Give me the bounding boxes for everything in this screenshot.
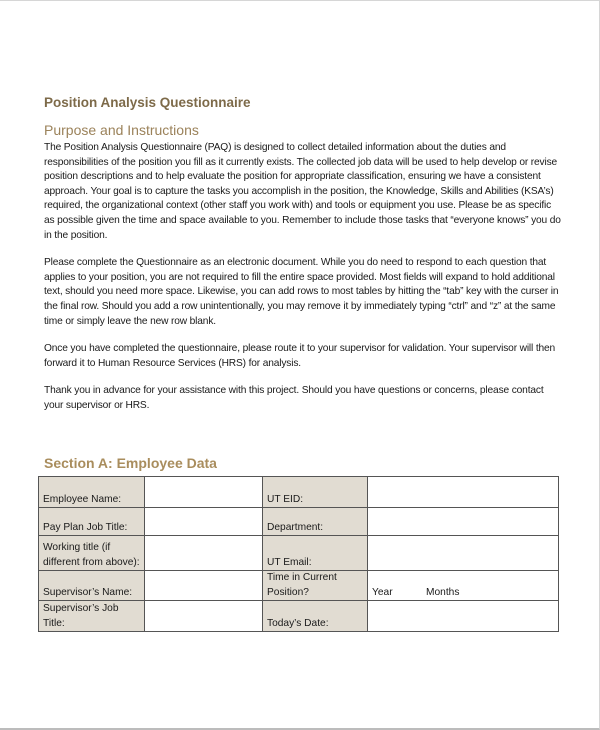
todays-date-label: Today’s Date: — [263, 601, 368, 632]
purpose-heading: Purpose and Instructions — [44, 122, 199, 138]
supervisor-name-field[interactable] — [145, 571, 263, 601]
table-row — [39, 536, 559, 571]
table-row — [39, 571, 559, 601]
document-title: Position Analysis Questionnaire — [44, 95, 251, 110]
employee-data-table — [38, 476, 559, 632]
supervisor-job-title-field[interactable] — [145, 601, 263, 632]
working-title-field[interactable] — [145, 536, 263, 571]
pay-plan-job-title-field[interactable] — [145, 508, 263, 536]
instructions-paragraph-3: Once you have completed the questionnaire, please route it to your supervisor for validation. Your supervisor will then forward it to Human Resource Services (HRS) for analysis. — [44, 343, 556, 369]
document-body — [44, 95, 564, 427]
instructions-paragraph-4: Thank you in advance for your assistance with this project. Should you have questions or concerns, please contact your supervisor or HRS. — [44, 385, 544, 411]
todays-date-field[interactable] — [368, 601, 559, 632]
pay-plan-job-title-label: Pay Plan Job Title: — [39, 508, 145, 536]
department-field[interactable] — [368, 508, 559, 536]
time-in-position-field[interactable] — [368, 571, 559, 601]
table-row — [39, 508, 559, 536]
year-label: Year — [372, 586, 393, 598]
working-title-label: Working title (if different from above): — [39, 536, 145, 571]
department-label: Department: — [263, 508, 368, 536]
ut-eid-field[interactable] — [368, 477, 559, 508]
instructions-paragraph-1: The Position Analysis Questionnaire (PAQ) is designed to collect detailed information about the duties and responsibilities of the position you fill as it currently exists. The collected job data will be used to help develop or revise position descriptions and to help evaluate the position for appropriate classification, ensuring we have a consistent approach. Your goal is to capture the tasks you accomplish in the position, the Knowledge, Skills and Abilities (KSA’s) required, the organizational context (other staff you work with) and tools or equipment you use. Please be as specific as possible given the time and space available to you. Remember to include those tasks that “everyone knows” you do in the position. — [44, 142, 561, 241]
section-a-heading: Section A: Employee Data — [44, 455, 217, 471]
table-row — [39, 477, 559, 508]
table-row — [39, 601, 559, 632]
employee-name-label: Employee Name: — [39, 477, 145, 508]
instructions-paragraph-2: Please complete the Questionnaire as an electronic document. While you do need to respond to each question that applies to your position, you are not required to fill the entire space provided. Most fields will expand to hold additional text, should you need more space. Likewise, you can add rows to most tables by hitting the “tab” key with the curser in the final row. Should you add a row unintentionally, you may remove it by immediately typing “ctrl” and “z” at the same time or simply leave the new row blank. — [44, 257, 559, 327]
supervisor-job-title-label: Supervisor’s Job Title: — [39, 601, 145, 632]
supervisor-name-label: Supervisor’s Name: — [39, 571, 145, 601]
ut-email-label: UT Email: — [263, 536, 368, 571]
ut-email-field[interactable] — [368, 536, 559, 571]
time-in-position-label: Time in Current Position? — [263, 571, 368, 601]
employee-name-field[interactable] — [145, 477, 263, 508]
ut-eid-label: UT EID: — [263, 477, 368, 508]
months-label: Months — [426, 586, 460, 598]
